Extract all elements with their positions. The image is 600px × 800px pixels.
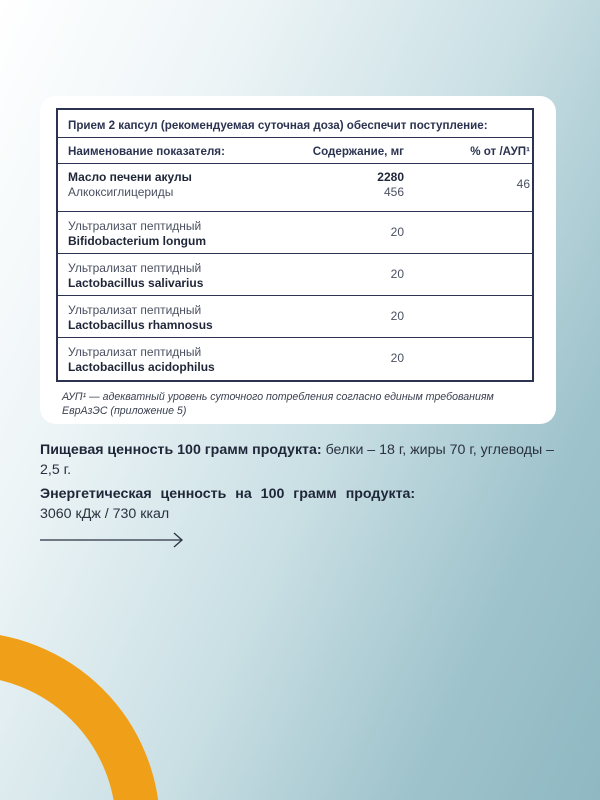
table-column-headers xyxy=(58,138,532,164)
row-name-line2: Lactobacillus rhamnosus xyxy=(68,318,213,332)
composition-card xyxy=(40,96,556,424)
row-name-line1: Масло печени акулы xyxy=(68,170,192,184)
row-name-line2: Алкоксиглицериды xyxy=(68,185,174,199)
row-name-line2: Lactobacillus acidophilus xyxy=(68,360,215,374)
row-name xyxy=(68,261,203,291)
row-content: 20 xyxy=(390,267,404,281)
table-header: Прием 2 капсул (рекомендуемая суточная доза) обеспечит поступление: xyxy=(58,110,532,138)
nutrition-value: белки – 18 г, жиры 70 г, углеводы – 2,5 г. xyxy=(40,442,555,478)
composition-table xyxy=(56,108,534,382)
footnote: АУП¹ — адекватный уровень суточного потребления согласно единым требованиям ЕврАзЭС (приложение 5) xyxy=(62,391,494,417)
row-name xyxy=(68,345,215,375)
nutrition-value-text xyxy=(40,440,560,480)
nutrition-label: Пищевая ценность 100 грамм продукта: xyxy=(40,442,322,458)
arrow-right-icon xyxy=(40,532,186,548)
column-header-content: Содержание, мг xyxy=(312,145,404,158)
row-content-line1: 2280 xyxy=(377,170,404,184)
row-content: 20 xyxy=(390,351,404,365)
row-name xyxy=(68,170,192,200)
row-content: 20 xyxy=(390,225,404,239)
row-name-line1: Ультрализат пептидный xyxy=(68,261,202,275)
table-row xyxy=(58,254,532,296)
energy-label: Энергетическая ценность на 100 грамм продукта: xyxy=(40,486,416,502)
row-name-line2: Bifidobacterium longum xyxy=(68,234,206,248)
energy-value-text xyxy=(40,484,560,524)
table-row xyxy=(58,164,532,212)
row-content-line2: 456 xyxy=(383,185,404,199)
row-pct: 46 xyxy=(516,177,530,191)
table-row xyxy=(58,338,532,380)
row-content: 20 xyxy=(390,309,404,323)
column-header-name: Наименование показателя: xyxy=(68,145,225,158)
row-name-line2: Lactobacillus salivarius xyxy=(68,276,204,290)
row-name xyxy=(68,303,213,333)
row-name-line1: Ультрализат пептидный xyxy=(68,345,202,359)
decorative-orange-arc xyxy=(0,632,160,800)
row-name-line1: Ультрализат пептидный xyxy=(68,219,202,233)
row-content xyxy=(377,170,404,200)
row-name-line1: Ультрализат пептидный xyxy=(68,303,202,317)
table-row xyxy=(58,212,532,254)
column-header-pct: % от /АУП¹ xyxy=(470,145,530,158)
table-row xyxy=(58,296,532,338)
row-name xyxy=(68,219,206,249)
energy-value: 3060 кДж / 730 ккал xyxy=(40,506,170,522)
